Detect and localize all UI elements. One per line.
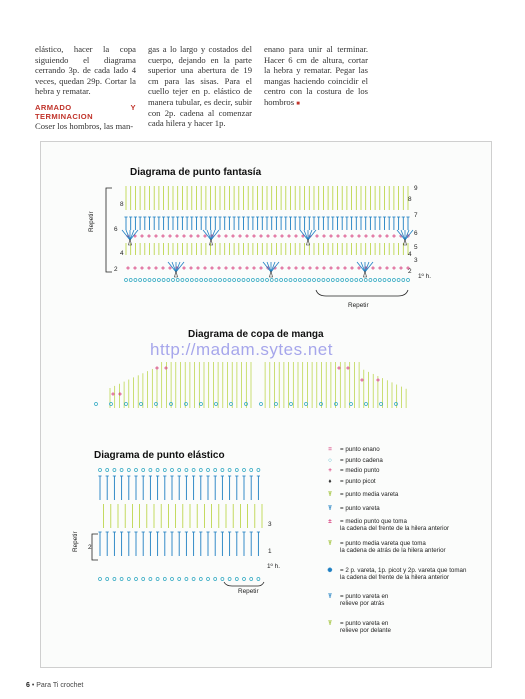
chain-stitch (374, 279, 377, 282)
fan-stitch (308, 230, 316, 240)
legend-symbol-icon: ± (328, 518, 332, 525)
fan-stitch (300, 230, 308, 240)
repeat-bracket (106, 188, 112, 272)
chain-stitch (365, 403, 368, 406)
chain-stitch (223, 279, 226, 282)
fan-stitch (405, 230, 413, 240)
chain-stitch (167, 279, 170, 282)
fan-stitch (207, 230, 211, 240)
picot-stitch (307, 239, 310, 245)
legend-label-line2: relieve por atrás (340, 600, 385, 608)
fan-stitch (203, 230, 211, 240)
diagram-title-fantasia: Diagrama de punto fantasía (130, 167, 262, 178)
chain-stitch (156, 469, 159, 472)
watermark-url: http://madam.sytes.net (150, 340, 333, 359)
row-number: 2 (408, 268, 412, 275)
chain-stitch (322, 279, 325, 282)
chain-stitch (237, 279, 240, 282)
start-row-label: 1º h. (267, 563, 280, 570)
chain-stitch (275, 279, 278, 282)
legend-symbol-icon: Ŧ (328, 540, 332, 547)
chain-stitch (214, 469, 217, 472)
chain-stitch (242, 279, 245, 282)
chain-stitch (142, 469, 145, 472)
chain-stitch (163, 469, 166, 472)
chain-stitch (317, 279, 320, 282)
chain-stitch (120, 578, 123, 581)
chain-stitch (290, 403, 293, 406)
body-paragraph: enano para unir al terminar. Hacer 6 cm de altura, cortar la hebra y rematar. Pegar las mangas haciendo coincidir el centro con la costura de los hombros (264, 44, 368, 107)
chain-stitch (275, 403, 278, 406)
chain-stitch (360, 279, 363, 282)
fan-stitch (168, 262, 176, 272)
chain-stitch (200, 279, 203, 282)
chain-stitch (153, 279, 156, 282)
chain-stitch (140, 403, 143, 406)
repetir-label-left: Repetir (88, 211, 95, 232)
body-paragraph: elástico, hacer la copa siguiendo el diagrama cerrando 3p. de cada lado 4 veces, quedan 29p. Cortar la hebra y rematar. (35, 44, 136, 97)
legend-label: = punto media vareta que toma (340, 540, 426, 547)
chain-stitch (256, 279, 259, 282)
chain-stitch (139, 279, 142, 282)
legend-label: = punto enano (340, 446, 380, 453)
chain-stitch (200, 403, 203, 406)
chain-stitch (228, 279, 231, 282)
chain-stitch (171, 469, 174, 472)
chain-stitch (178, 578, 181, 581)
legend-symbol-icon: Ŧ (328, 491, 332, 498)
legend-label: = punto picot (340, 478, 376, 485)
fan-stitch (361, 262, 365, 272)
chain-stitch (380, 403, 383, 406)
chain-stitch (99, 469, 102, 472)
fan-stitch (271, 262, 275, 272)
chain-stitch (106, 578, 109, 581)
body-paragraph: Coser los hombros, las man- (35, 120, 134, 131)
chain-stitch (320, 403, 323, 406)
chain-stitch (171, 578, 174, 581)
row-number: 6 (414, 230, 418, 237)
chain-stitch (350, 279, 353, 282)
chain-stitch (125, 279, 128, 282)
legend-label: = punto media vareta (340, 491, 399, 498)
chain-stitch (235, 578, 238, 581)
legend-symbol-icon: Ŧ (328, 593, 332, 600)
chain-stitch (162, 279, 165, 282)
chain-stitch (266, 279, 269, 282)
repeat-bracket (224, 582, 264, 586)
magazine-name: • Para Ti crochet (31, 682, 84, 689)
chain-stitch (215, 403, 218, 406)
chain-stitch (345, 279, 348, 282)
chain-stitch (308, 279, 311, 282)
chain-stitch (355, 279, 358, 282)
legend-label-line2: relieve por delante (340, 627, 391, 635)
chain-stitch (336, 279, 339, 282)
chain-stitch (392, 279, 395, 282)
chain-stitch (192, 578, 195, 581)
start-row-label: 1º h. (418, 273, 431, 280)
page-footer (26, 682, 83, 689)
fan-stitch (271, 262, 279, 272)
chain-stitch (143, 279, 146, 282)
body-paragraph: gas a lo largo y costados del cuerpo, dejando en la parte superior una abertura de 19 cm para las sisas. Para el cuello tejer en p. elástico de manera tubular, es decir, subir con 2p. cadena al comenzar cada hilera y hacer 1p. (148, 44, 252, 129)
row-number: 1 (268, 548, 272, 555)
chain-stitch (185, 469, 188, 472)
chain-stitch (135, 469, 138, 472)
chain-stitch (221, 469, 224, 472)
chain-stitch (148, 279, 151, 282)
legend-symbol-icon: Ŧ (328, 620, 332, 627)
chain-stitch (294, 279, 297, 282)
repetir-label-left: Repetir (72, 531, 79, 552)
end-mark: ■ (296, 100, 300, 107)
repetir-label-bottom: Repetir (348, 302, 369, 309)
legend-symbol-icon: Ŧ (328, 505, 332, 512)
chain-stitch (209, 279, 212, 282)
chain-stitch (172, 279, 175, 282)
row-number: 8 (120, 201, 124, 208)
chain-stitch (243, 469, 246, 472)
legend-label: = punto vareta en (340, 620, 389, 627)
fan-stitch (401, 230, 405, 240)
picot-stitch (175, 271, 178, 277)
chain-stitch (228, 469, 231, 472)
chain-stitch (397, 279, 400, 282)
chain-stitch (327, 279, 330, 282)
chain-stitch (176, 279, 179, 282)
fan-stitch (122, 230, 130, 240)
row-number: 7 (414, 212, 418, 219)
chain-stitch (207, 578, 210, 581)
chain-stitch (233, 279, 236, 282)
chain-stitch (156, 578, 159, 581)
chain-stitch (127, 578, 130, 581)
row-number: 2 (88, 544, 92, 551)
fan-stitch (304, 230, 308, 240)
chain-stitch (388, 279, 391, 282)
chain-stitch (214, 578, 217, 581)
legend-symbol-icon: ✺ (327, 567, 333, 574)
chain-stitch (157, 279, 160, 282)
chain-stitch (250, 469, 253, 472)
chain-stitch (195, 279, 198, 282)
chain-stitch (313, 279, 316, 282)
chain-stitch (95, 403, 98, 406)
chain-stitch (383, 279, 386, 282)
chain-stitch (120, 469, 123, 472)
fan-stitch (126, 230, 130, 240)
row-number: 4 (120, 250, 124, 257)
picot-stitch (270, 271, 273, 277)
legend-symbol-icon: + (328, 467, 332, 474)
chain-stitch (181, 279, 184, 282)
diagram-title-elastico: Diagrama de punto elástico (94, 450, 225, 461)
row-number: 2 (114, 266, 118, 273)
chain-stitch (186, 279, 189, 282)
picot-stitch (404, 239, 407, 245)
chain-stitch (199, 578, 202, 581)
fan-stitch (172, 262, 176, 272)
chain-stitch (289, 279, 292, 282)
legend-label: = medio punto que toma (340, 518, 407, 525)
legend-label-line2: la cadena del frente de la hilera anterior (340, 574, 450, 582)
legend-label: = 2 p. vareta, 1p. picot y 2p. vareta que toman (340, 567, 467, 574)
chain-stitch (113, 469, 116, 472)
chain-stitch (260, 403, 263, 406)
chain-stitch (257, 578, 260, 581)
chain-stitch (235, 469, 238, 472)
chain-stitch (204, 279, 207, 282)
chain-stitch (284, 279, 287, 282)
chain-stitch (178, 469, 181, 472)
chain-stitch (129, 279, 132, 282)
chain-stitch (250, 578, 253, 581)
chain-stitch (106, 469, 109, 472)
chain-stitch (247, 279, 250, 282)
chain-stitch (335, 403, 338, 406)
diagram-title-copa: Diagrama de copa de manga (188, 329, 324, 340)
chain-stitch (298, 279, 301, 282)
chain-stitch (261, 279, 264, 282)
repeat-bracket (92, 534, 98, 560)
chain-stitch (228, 578, 231, 581)
chain-stitch (219, 279, 222, 282)
page-number: 6 (26, 682, 30, 689)
chain-stitch (113, 578, 116, 581)
repetir-label-bottom: Repetir (238, 588, 259, 595)
repeat-bracket (316, 290, 408, 296)
section-heading: ARMADO Y TERMINACION (35, 102, 136, 121)
chain-stitch (364, 279, 367, 282)
row-number: 5 (414, 244, 418, 251)
chain-stitch (149, 578, 152, 581)
fan-stitch (397, 230, 405, 240)
fan-stitch (130, 230, 138, 240)
legend-label: = punto vareta en (340, 593, 389, 600)
legend-label: = punto vareta (340, 505, 380, 512)
fan-stitch (130, 230, 134, 240)
chain-stitch (214, 279, 217, 282)
chain-stitch (199, 469, 202, 472)
chain-stitch (221, 578, 224, 581)
chain-stitch (270, 279, 273, 282)
fan-stitch (357, 262, 365, 272)
legend-symbol-icon: ♦ (328, 478, 332, 485)
chain-stitch (125, 403, 128, 406)
fan-stitch (263, 262, 271, 272)
chain-stitch (134, 279, 137, 282)
legend-label-line2: la cadena de atrás de la hilera anterior (340, 547, 446, 555)
row-number: 8 (408, 196, 412, 203)
chain-stitch (407, 279, 410, 282)
chain-stitch (402, 279, 405, 282)
chain-stitch (192, 469, 195, 472)
picot-stitch (364, 271, 367, 277)
row-number: 3 (414, 257, 418, 264)
legend-label: = medio punto (340, 467, 380, 474)
row-number: 4 (408, 251, 412, 258)
picot-stitch (129, 239, 132, 245)
chain-stitch (243, 578, 246, 581)
chain-stitch (99, 578, 102, 581)
legend-symbol-icon: ○ (328, 457, 332, 464)
chain-stitch (341, 279, 344, 282)
legend-label-line2: la cadena del frente de la hilera anterior (340, 525, 450, 533)
chain-stitch (142, 578, 145, 581)
legend-label: = punto cadena (340, 457, 383, 464)
chain-stitch (163, 578, 166, 581)
chain-stitch (331, 279, 334, 282)
chain-stitch (127, 469, 130, 472)
row-number: 6 (114, 226, 118, 233)
chain-stitch (303, 279, 306, 282)
chain-stitch (190, 279, 193, 282)
chain-stitch (369, 279, 372, 282)
chain-stitch (280, 279, 283, 282)
chain-stitch (378, 279, 381, 282)
chain-stitch (135, 578, 138, 581)
chain-stitch (251, 279, 254, 282)
chain-stitch (149, 469, 152, 472)
legend-symbol-icon: = (328, 446, 332, 453)
chain-stitch (257, 469, 260, 472)
chain-stitch (185, 578, 188, 581)
chain-stitch (207, 469, 210, 472)
fan-stitch (308, 230, 312, 240)
row-number: 3 (268, 521, 272, 528)
row-number: 9 (414, 185, 418, 192)
